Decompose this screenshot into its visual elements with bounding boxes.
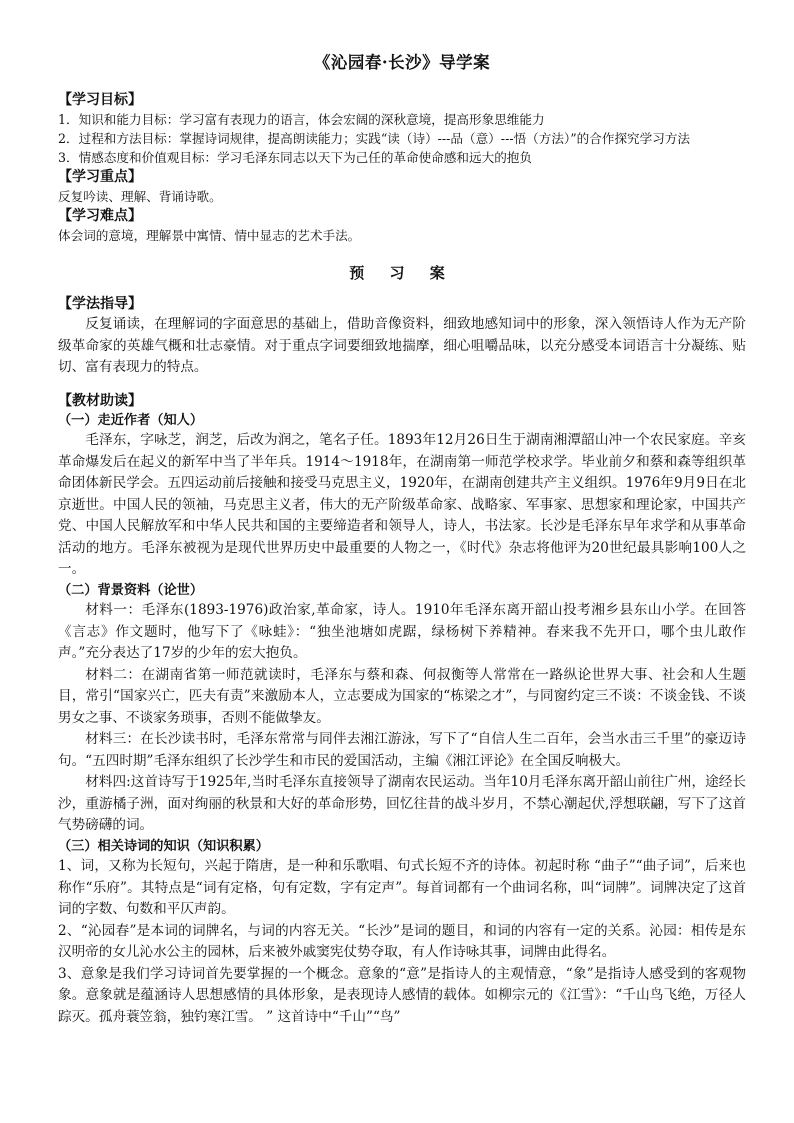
author-subheading: （一）走近作者（知人）: [58, 412, 204, 428]
materials-heading: 【教材助读】: [58, 392, 142, 409]
focus-text: 反复吟读、理解、背诵诗歌。: [58, 189, 222, 204]
background-subheading: （二）背景资料（论世）: [58, 582, 204, 598]
objectives-heading: 【学习目标】: [58, 92, 142, 108]
background-material-4: 材料四:这首诗写于1925年,当时毛泽东直接领导了湖南农民运动。当年10月毛泽东离开韶山前往广州，途经长沙，重游橘子洲，面对绚丽的秋景和大好的革命形势，回忆往昔的战斗岁月，不禁心潮起伏,浮想联翩，写下了这首气势磅礴的词。: [58, 774, 746, 833]
method-text: 反复诵读，在理解词的字面意思的基础上，借助音像资料，细致地感知词中的形象，深入领悟诗人作为无产阶级革命家的英雄气概和壮志豪情。对于重点字词要细致地揣摩，细心咀嚼品味，以充分感受本词语言十分凝练、贴切、富有表现力的特点。: [58, 316, 746, 375]
document-title: 《沁园春·长沙》导学案: [313, 53, 491, 72]
difficulty-heading: 【学习难点】: [58, 208, 142, 224]
knowledge-subheading: （三）相关诗词的知识（知识积累）: [58, 838, 269, 854]
document-page: [58, 52, 746, 1028]
focus-heading: 【学习重点】: [58, 169, 142, 185]
objective-item-3: 3．情感态度和价值观目标：学习毛泽东同志以天下为己任的革命使命感和远大的抱负: [58, 150, 532, 165]
author-text: 毛泽东，字咏芝，润芝，后改为润之，笔名子任。1893年12月26日生于湖南湘潭韶山冲一个农民家庭。辛亥革命爆发后在起义的新军中当了半年兵。1914～1918年，在湖南第一师范学校求学。毕业前夕和蔡和森等组织革命团体新民学会。五四运动前后接触和接受马克思主义，1920年，在湖南创建共产主义组织。1976年9月9日在北京逝世。中国人民的领袖，马克思主义者，伟大的无产阶级革命家、战略家、军事家、思想家和理论家，中国共产党、中国人民解放军和中华人民共和国的主要缔造者和领导人，诗人，书法家。长沙是毛泽东早年求学和从事革命活动的地方。毛泽东被视为是现代世界历史中最重要的人物之一，《时代》杂志将他评为20世纪最具影响100人之一。: [58, 432, 746, 577]
knowledge-item-1: 1、词，又称为长短句，兴起于隋唐，是一种和乐歌唱、句式长短不齐的诗体。初起时称 “曲子”“曲子词”，后来也称作“乐府”。其特点是“词有定格，句有定数，字有定声”。每首词都有一个曲词名称，叫“词牌”。词牌决定了这首词的字数、句数和平仄声韵。: [58, 858, 746, 917]
background-material-1: 材料一：毛泽东(1893-1976)政治家,革命家，诗人。1910年毛泽东离开韶山投考湘乡县东山小学。在回答《言志》作文题时，他写下了《咏蛙》：“独坐池塘如虎踞，绿杨树下养精神。春来我不先开口，哪个虫儿敢作声。”充分表达了17岁的少年的宏大抱负。: [58, 602, 746, 661]
method-heading: 【学法指导】: [58, 296, 142, 312]
difficulty-text: 体会词的意境，理解景中寓情、情中显志的艺术手法。: [58, 228, 361, 243]
knowledge-item-3: 3、意象是我们学习诗词首先要掌握的一个概念。意象的“意”是指诗人的主观情意，“象”是指诗人感受到的客观物象。意象就是蕴涵诗人思想感情的具体形象，是表现诗人感情的载体。如柳宗元的《江雪》：“千山鸟飞绝，万径人踪灭。孤舟蓑笠翁，独钓寒江雪。 ” 这首诗中“千山”“鸟”: [58, 965, 746, 1025]
knowledge-item-2: 2、“沁园春”是本词的词牌名，与词的内容无关。“长沙”是词的题目，和词的内容有一定的关系。沁园：相传是东汉明帝的女儿沁水公主的园林，后来被外戚窦宪仗势夺取，有人作诗咏其事，词牌由此得名。: [58, 922, 746, 960]
preview-section-title: 预 习 案: [349, 264, 455, 282]
objective-item-2: 2．过程和方法目标：掌握诗词规律，提高朗读能力；实践“读（诗）---品（意）---悟（方法）”的合作探究学习方法: [58, 131, 691, 146]
background-material-3: 材料三：在长沙读书时，毛泽东常常与同伴去湘江游泳，写下了“自信人生二百年，会当水击三千里”的豪迈诗句。“五四时期”毛泽东组织了长沙学生和市民的爱国活动，主编《湘江评论》在全国反响极大。: [58, 731, 746, 769]
objective-item-1: 1．知识和能力目标：学习富有表现力的语言，体会宏阔的深秋意境，提高形象思维能力: [58, 112, 545, 127]
background-material-2: 材料二：在湖南省第一师范就读时，毛泽东与蔡和森、何叔衡等人常常在一路纵论世界大事、社会和人生题目，常引“国家兴亡，匹夫有责”来激励本人，立志要成为国家的“栋梁之才”，与同窗约定三不谈：不谈金钱、不谈男女之事、不谈家务琐事，否则不能做挚友。: [58, 666, 746, 726]
